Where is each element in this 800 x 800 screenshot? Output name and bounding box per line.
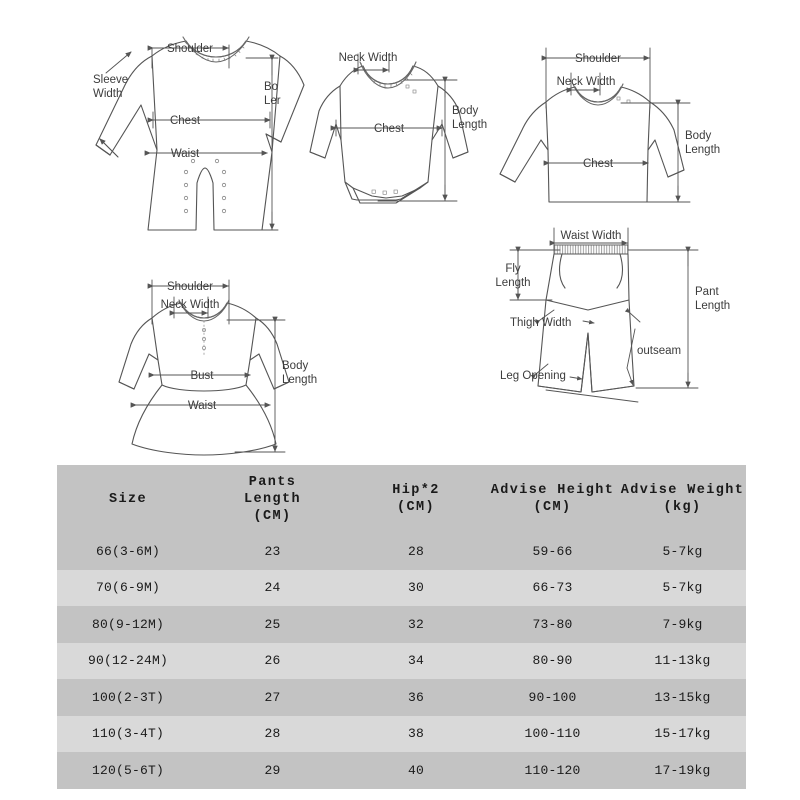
table-header-row <box>57 465 746 533</box>
dress-label-body-length-line2: Length <box>282 374 318 386</box>
cell-advise-weight: 11-13kg <box>619 643 746 680</box>
cell-pants-length: 27 <box>199 679 346 716</box>
romper-label-sleeve-width-line1: Sleeve <box>93 74 129 86</box>
romper-label-chest: Chest <box>169 115 201 127</box>
dress-label-bust: Bust <box>190 370 214 382</box>
romper-label-shoulder: Shoulder <box>166 43 214 55</box>
shirt-label-body-length-line1: Body <box>685 130 712 142</box>
header-line: (CM) <box>396 500 435 515</box>
romper-label-body-length-line1: Bo <box>264 81 279 93</box>
cell-hip: 34 <box>346 643 486 680</box>
cell-advise-weight: 5-7kg <box>619 533 746 570</box>
header-line: (CM) <box>253 508 292 524</box>
pants-label-outseam: outseam <box>637 345 682 357</box>
shirt-label-chest: Chest <box>582 158 614 170</box>
pants-label-leg-opening: Leg Opening <box>500 370 566 382</box>
cell-size: 110(3-4T) <box>57 716 199 753</box>
pants-label-fly-length-line1: Fly <box>505 263 521 275</box>
cell-size: 100(2-3T) <box>57 679 199 716</box>
cell-hip: 28 <box>346 533 486 570</box>
cell-size: 90(12-24M) <box>57 643 199 680</box>
column-header-hip <box>346 465 486 533</box>
cell-advise-height: 59-66 <box>486 533 619 570</box>
cell-pants-length: 23 <box>199 533 346 570</box>
cell-size: 80(9-12M) <box>57 606 199 643</box>
pants-label-pant-length-line1: Pant <box>695 286 719 298</box>
pants-label-thigh-width: Thigh Width <box>510 317 572 329</box>
cell-hip: 38 <box>346 716 486 753</box>
header-line: Pants <box>248 474 297 490</box>
dress-label-shoulder: Shoulder <box>166 281 214 293</box>
cell-hip: 32 <box>346 606 486 643</box>
cell-size: 66(3-6M) <box>57 533 199 570</box>
cell-size: 70(6-9M) <box>57 570 199 607</box>
shirt-label-neck-width: Neck Width <box>556 76 616 88</box>
header-line: Advise Height <box>490 483 615 498</box>
bodysuit-label-chest: Chest <box>373 123 405 135</box>
bodysuit-label-body-length-line2: Length <box>452 119 488 131</box>
table-row <box>57 679 746 716</box>
header-line: Hip*2 <box>392 483 440 498</box>
cell-advise-height: 80-90 <box>486 643 619 680</box>
cell-hip: 40 <box>346 752 486 789</box>
cell-hip: 36 <box>346 679 486 716</box>
header-line: Size <box>108 491 147 507</box>
cell-advise-height: 73-80 <box>486 606 619 643</box>
dress-label-body-length-line1: Body <box>282 360 309 372</box>
header-line: Length <box>243 491 301 507</box>
header-line: (kg) <box>663 500 702 515</box>
cell-advise-height: 100-110 <box>486 716 619 753</box>
column-header-advise-height <box>486 465 619 533</box>
romper-drawing <box>96 37 304 230</box>
shirt-label-shoulder: Shoulder <box>574 53 622 65</box>
cell-advise-weight: 7-9kg <box>619 606 746 643</box>
size-chart-body <box>57 533 746 789</box>
cell-pants-length: 29 <box>199 752 346 789</box>
table-row <box>57 570 746 607</box>
cell-advise-height: 90-100 <box>486 679 619 716</box>
size-chart-header <box>57 465 746 533</box>
romper-label-body-length-line2: Ler <box>264 95 281 107</box>
table-row <box>57 643 746 680</box>
cell-pants-length: 25 <box>199 606 346 643</box>
cell-size: 120(5-6T) <box>57 752 199 789</box>
cell-pants-length: 24 <box>199 570 346 607</box>
cell-advise-weight: 15-17kg <box>619 716 746 753</box>
table-row <box>57 606 746 643</box>
romper-label-sleeve-width-line2: Width <box>93 88 123 100</box>
dress-label-neck-width: Neck Width <box>160 299 220 311</box>
cell-advise-height: 66-73 <box>486 570 619 607</box>
shirt-label-body-length-line2: Length <box>685 144 721 156</box>
column-header-advise-weight <box>619 465 746 533</box>
shirt-dimensions <box>546 48 690 202</box>
pants-label-waist-width: Waist Width <box>560 230 622 242</box>
cell-advise-weight: 17-19kg <box>619 752 746 789</box>
shirt-drawing <box>500 84 684 202</box>
header-line: Advise Weight <box>620 483 745 498</box>
bodysuit-label-body-length-line1: Body <box>452 105 479 117</box>
column-header-pants-length <box>199 465 346 533</box>
cell-pants-length: 26 <box>199 643 346 680</box>
cell-pants-length: 28 <box>199 716 346 753</box>
column-header-size <box>57 465 199 533</box>
table-row <box>57 716 746 753</box>
table-row <box>57 533 746 570</box>
dress-label-waist: Waist <box>187 400 217 412</box>
size-chart-table <box>57 465 746 789</box>
pants-label-pant-length-line2: Length <box>695 300 731 312</box>
romper-label-waist: Waist <box>170 148 200 160</box>
bodysuit-label-neck-width: Neck Width <box>338 52 398 64</box>
cell-hip: 30 <box>346 570 486 607</box>
pants-label-fly-length-line2: Length <box>495 277 531 289</box>
romper-dimensions <box>100 45 278 230</box>
table-row <box>57 752 746 789</box>
cell-advise-height: 110-120 <box>486 752 619 789</box>
header-line: (CM) <box>533 500 572 515</box>
cell-advise-weight: 13-15kg <box>619 679 746 716</box>
cell-advise-weight: 5-7kg <box>619 570 746 607</box>
